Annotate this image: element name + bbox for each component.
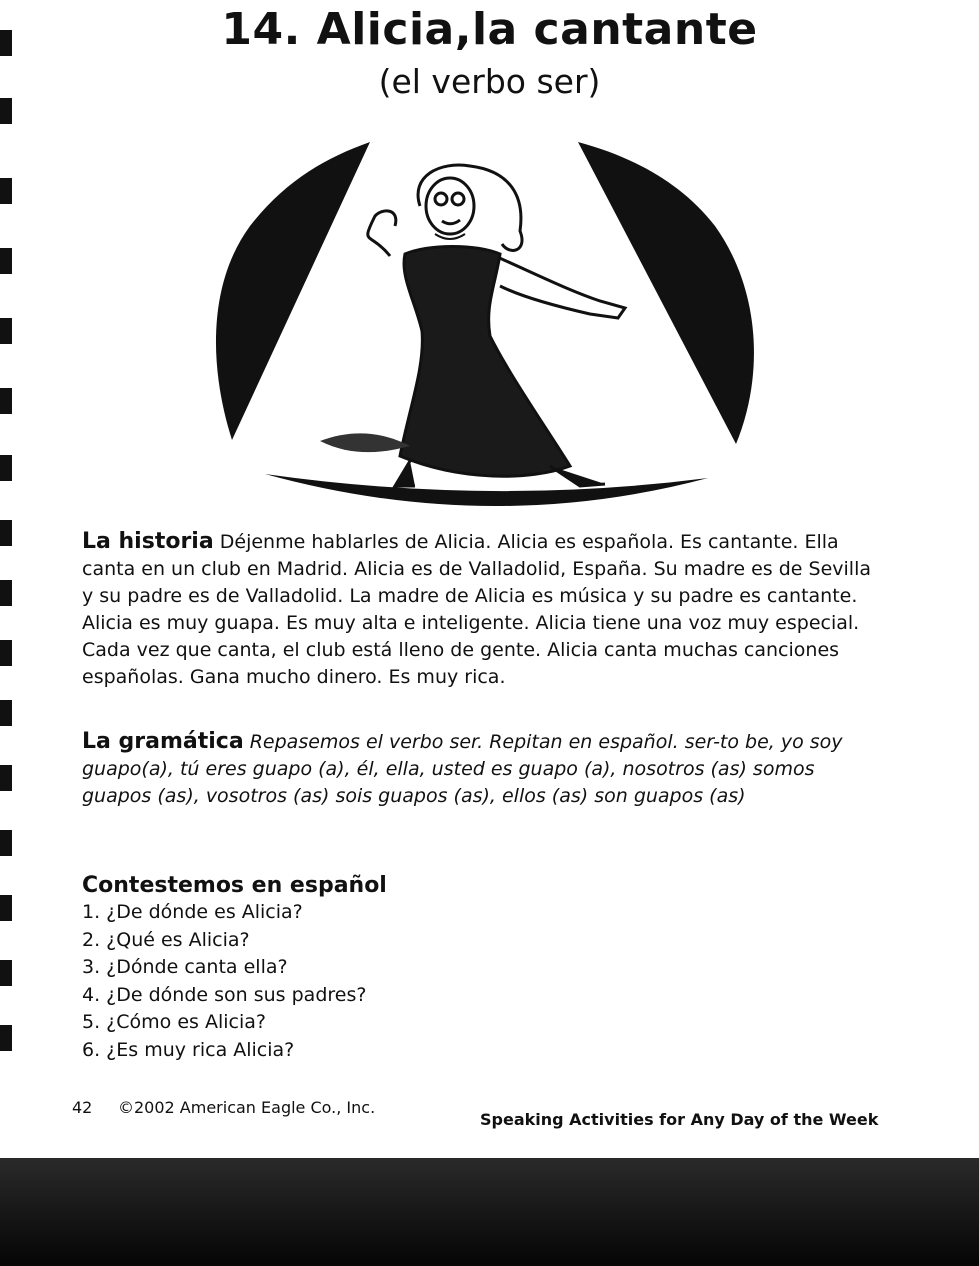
historia-heading: La historia bbox=[82, 529, 214, 554]
gramatica-intro: Repasemos el verbo ser. Repitan en español. bbox=[249, 731, 679, 753]
question-item: 2. ¿Qué es Alicia? bbox=[82, 928, 250, 951]
page-title: 14. Alicia,la cantante bbox=[221, 4, 758, 55]
gramatica-heading: La gramática bbox=[82, 729, 244, 754]
singer-figure bbox=[368, 165, 625, 486]
stage-arc bbox=[265, 474, 708, 506]
gramatica-paragraph bbox=[82, 728, 882, 810]
questions-heading: Contestemos en español bbox=[82, 873, 387, 898]
spiral-binding bbox=[0, 0, 20, 1150]
question-item: 6. ¿Es muy rica Alicia? bbox=[82, 1038, 295, 1061]
scan-bottom-edge bbox=[0, 1158, 979, 1266]
page-number: 42 bbox=[72, 1098, 93, 1117]
question-item: 4. ¿De dónde son sus padres? bbox=[82, 983, 367, 1006]
question-item: 1. ¿De dónde es Alicia? bbox=[82, 901, 303, 923]
historia-text: Déjenme hablarles de Alicia. Alicia es española. Es cantante. Ella canta en un club en Madrid. Alicia es de Valladolid, España. Su madre es de Sevilla y su padre es de Valladolid. La madre de Alicia es música y su padre es cantante. Alicia es muy guapa. Es muy alta e inteligente. Alicia tiene una voz muy especial. Cada vez que canta, el club está lleno de gente. Alicia canta muchas canciones españolas. Gana mucho dinero. Es muy rica. bbox=[82, 531, 871, 688]
copyright-text: ©2002 American Eagle Co., Inc. bbox=[118, 1098, 376, 1117]
historia-paragraph bbox=[82, 528, 882, 691]
book-title: Speaking Activities for Any Day of the Week bbox=[480, 1110, 879, 1129]
page-subtitle: (el verbo ser) bbox=[378, 62, 601, 101]
spotlight-left bbox=[216, 142, 370, 440]
question-item: 3. ¿Dónde canta ella? bbox=[82, 956, 288, 978]
singer-illustration bbox=[210, 136, 770, 516]
gramatica-text: ser-to be, yo soy guapo(a), tú eres guapo (a), él, ella, usted es guapo (a), nosotros (as) somos guapos (as), vosotros (as) sois guapos (as), ellos (as) son guapos (as) bbox=[82, 731, 843, 807]
questions-list bbox=[82, 899, 682, 1064]
questions-section bbox=[82, 872, 682, 1064]
question-item: 5. ¿Cómo es Alicia? bbox=[82, 1011, 266, 1033]
spotlight-right bbox=[578, 142, 754, 444]
